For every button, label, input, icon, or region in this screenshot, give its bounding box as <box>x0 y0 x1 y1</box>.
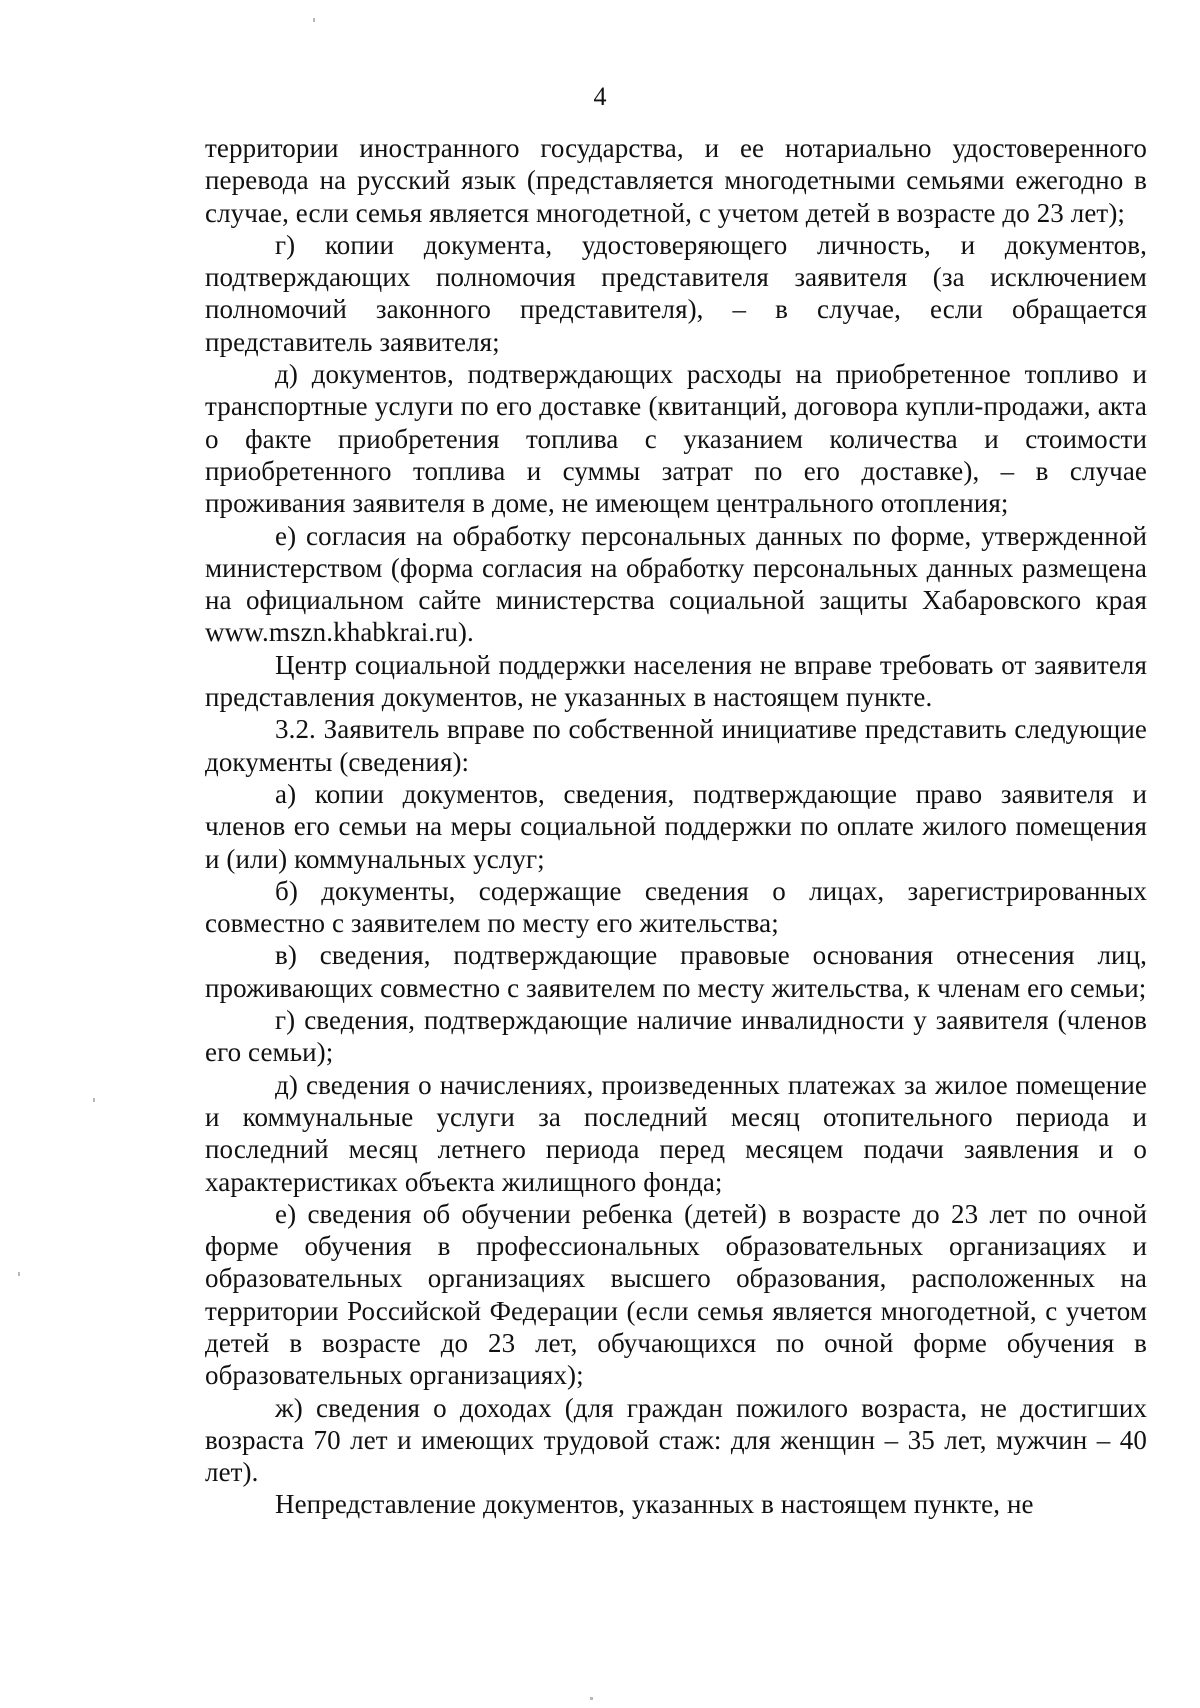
paragraph-item-g2: г) сведения, подтверждающие наличие инвалидности у заявителя (членов его семьи); <box>205 1005 1147 1068</box>
paragraph-item-zh: ж) сведения о доходах (для граждан пожилого возраста, не достигших возраста 70 лет и имеющих трудовой стаж: для женщин – 35 лет, мужчин – 40 лет). <box>205 1392 1147 1488</box>
page-number: 4 <box>593 82 607 111</box>
paragraph-item-e: е) согласия на обработку персональных данных по форме, утвержденной министерством (форма согласия на обработку персональных данных размещена на официальном сайте министерства социальной защиты Хабаровского края www.mszn.khabkrai.ru). <box>205 520 1147 648</box>
paragraph-item-v: в) сведения, подтверждающие правовые основания отнесения лиц, проживающих совместно с заявителем по месту жительства, к членам его семьи; <box>205 940 1147 1003</box>
scan-speck <box>590 1697 593 1700</box>
paragraph-nonsubmission: Непредставление документов, указанных в настоящем пункте, не <box>275 1489 1034 1520</box>
paragraph-item-b: б) документы, содержащие сведения о лицах, зарегистрированных совместно с заявителем по месту его жительства; <box>205 875 1147 939</box>
scan-speck <box>18 1272 20 1276</box>
paragraph-item-a: а) копии документов, сведения, подтверждающие право заявителя и членов его семьи на меры социальной поддержки по оплате жилого помещения и (или) коммунальных услуг; <box>205 778 1147 874</box>
paragraph-center-note: Центр социальной поддержки населения не вправе требовать от заявителя представления документов, не указанных в настоящем пункте. <box>205 649 1147 713</box>
document-body <box>205 132 1147 1521</box>
paragraph-continued: территории иностранного государства, и ее нотариально удостоверенного перевода на русский язык (представляется многодетными семьями ежегодно в случае, если семья является многодетной, с учетом детей в возрасте до 23 лет); <box>205 133 1147 228</box>
paragraph-section-3-2: 3.2. Заявитель вправе по собственной инициативе представить следующие документы (сведения): <box>205 714 1147 777</box>
scan-speck <box>93 1098 95 1102</box>
paragraph-item-e2: е) сведения об обучении ребенка (детей) в возрасте до 23 лет по очной форме обучения в профессиональных образовательных организациях и образовательных организациях высшего образования, расположенных на территории Российской Федерации (если семья является многодетной, с учетом детей в возрасте до 23 лет, обучающихся по очной форме обучения в образовательных организациях); <box>205 1198 1147 1391</box>
paragraph-item-d: д) документов, подтверждающих расходы на приобретенное топливо и транспортные услуги по его доставке (квитанций, договора купли-продажи, акта о факте приобретения топлива с указанием количества и стоимости приобретенного топлива и суммы затрат по его доставке), – в случае проживания заявителя в доме, не имеющем центрального отопления; <box>205 359 1147 519</box>
paragraph-item-g: г) копии документа, удостоверяющего личность, и документов, подтверждающих полномочия представителя заявителя (за исключением полномочий законного представителя), – в случае, если обращается представитель заявителя; <box>205 229 1147 357</box>
paragraph-item-d2: д) сведения о начислениях, произведенных платежах за жилое помещение и коммунальные услуги за последний месяц отопительного периода и последний месяц летнего периода перед месяцем подачи заявления и о характеристиках объекта жилищного фонда; <box>205 1069 1147 1197</box>
scan-speck <box>313 18 315 22</box>
